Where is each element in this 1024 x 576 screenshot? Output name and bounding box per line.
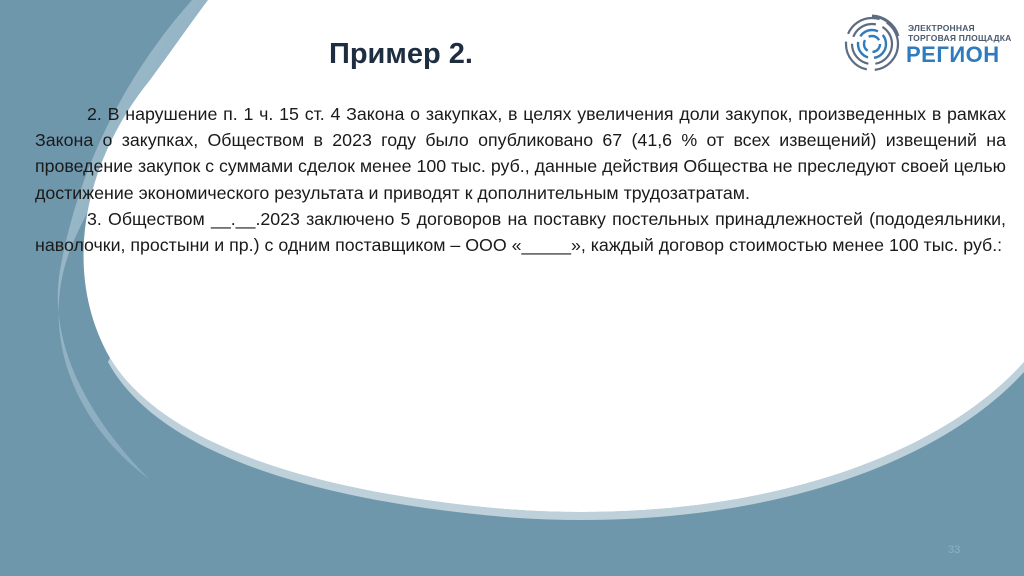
region-logo [842, 14, 1014, 76]
logo-line-2: ТОРГОВАЯ ПЛОЩАДКА [908, 33, 1012, 43]
page-number: 33 [948, 544, 961, 556]
slide-title: Пример 2. [329, 38, 473, 70]
logo-name: РЕГИОН [906, 42, 1000, 67]
slide-body [35, 101, 1006, 258]
region-swirl-logo-icon [842, 14, 902, 74]
paragraph-2: 2. В нарушение п. 1 ч. 15 ст. 4 Закона о закупках, в целях увеличения доли закупок, произведенных в рамках Закона о закупках, Обществом в 2023 году было опубликовано 67 (41,6 % от всех извещений) извещений на проведение закупок с суммами сделок менее 100 тыс. руб., данные действия Общества не преследуют своей целью достижение экономического результата и приводят к дополнительным трудозатратам. [35, 104, 1006, 203]
paragraph-3: 3. Обществом __.__.2023 заключено 5 договоров на поставку постельных принадлежностей (пододеяльники, наволочки, простыни и пр.) с одним поставщиком – ООО «_____», каждый договор стоимостью менее 100 тыс. руб.: [35, 208, 1006, 256]
logo-line-1: ЭЛЕКТРОННАЯ [908, 23, 975, 33]
